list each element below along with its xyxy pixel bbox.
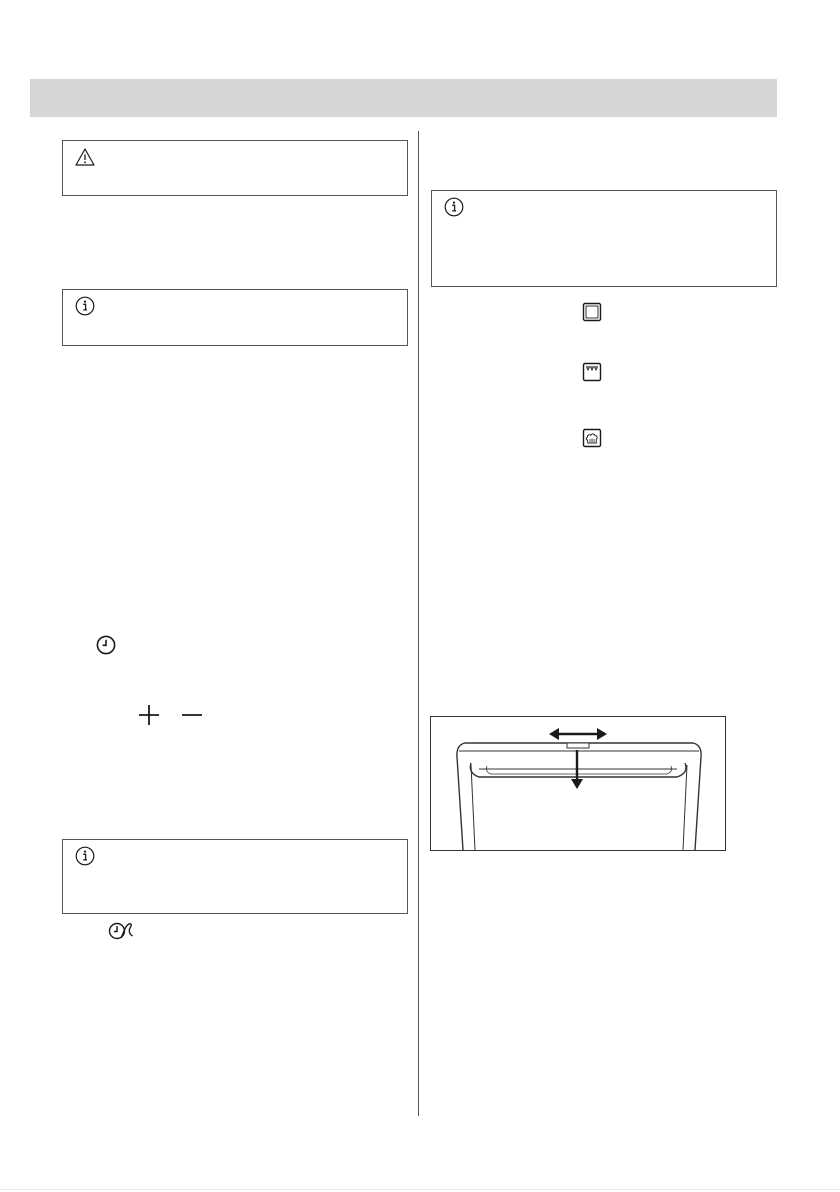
info-box (431, 190, 777, 287)
info-icon (75, 296, 95, 316)
section-header-bar (30, 79, 777, 117)
info-icon (444, 197, 464, 217)
oven-door-drawing (431, 717, 725, 850)
column-divider (418, 131, 419, 1116)
top-heat-icon (582, 362, 602, 382)
info-box (62, 289, 408, 346)
warning-box (62, 140, 408, 196)
door-illustration (430, 716, 726, 851)
oven-function-icon (582, 302, 602, 322)
time-extension-icon (108, 920, 134, 942)
steam-function-icon (582, 428, 602, 448)
info-icon (75, 846, 95, 866)
info-box (62, 839, 408, 914)
page-bottom-rule (0, 1189, 840, 1190)
plus-icon (138, 704, 160, 726)
warning-triangle-icon (75, 147, 95, 167)
clock-icon (96, 635, 116, 655)
minus-icon (181, 704, 203, 726)
